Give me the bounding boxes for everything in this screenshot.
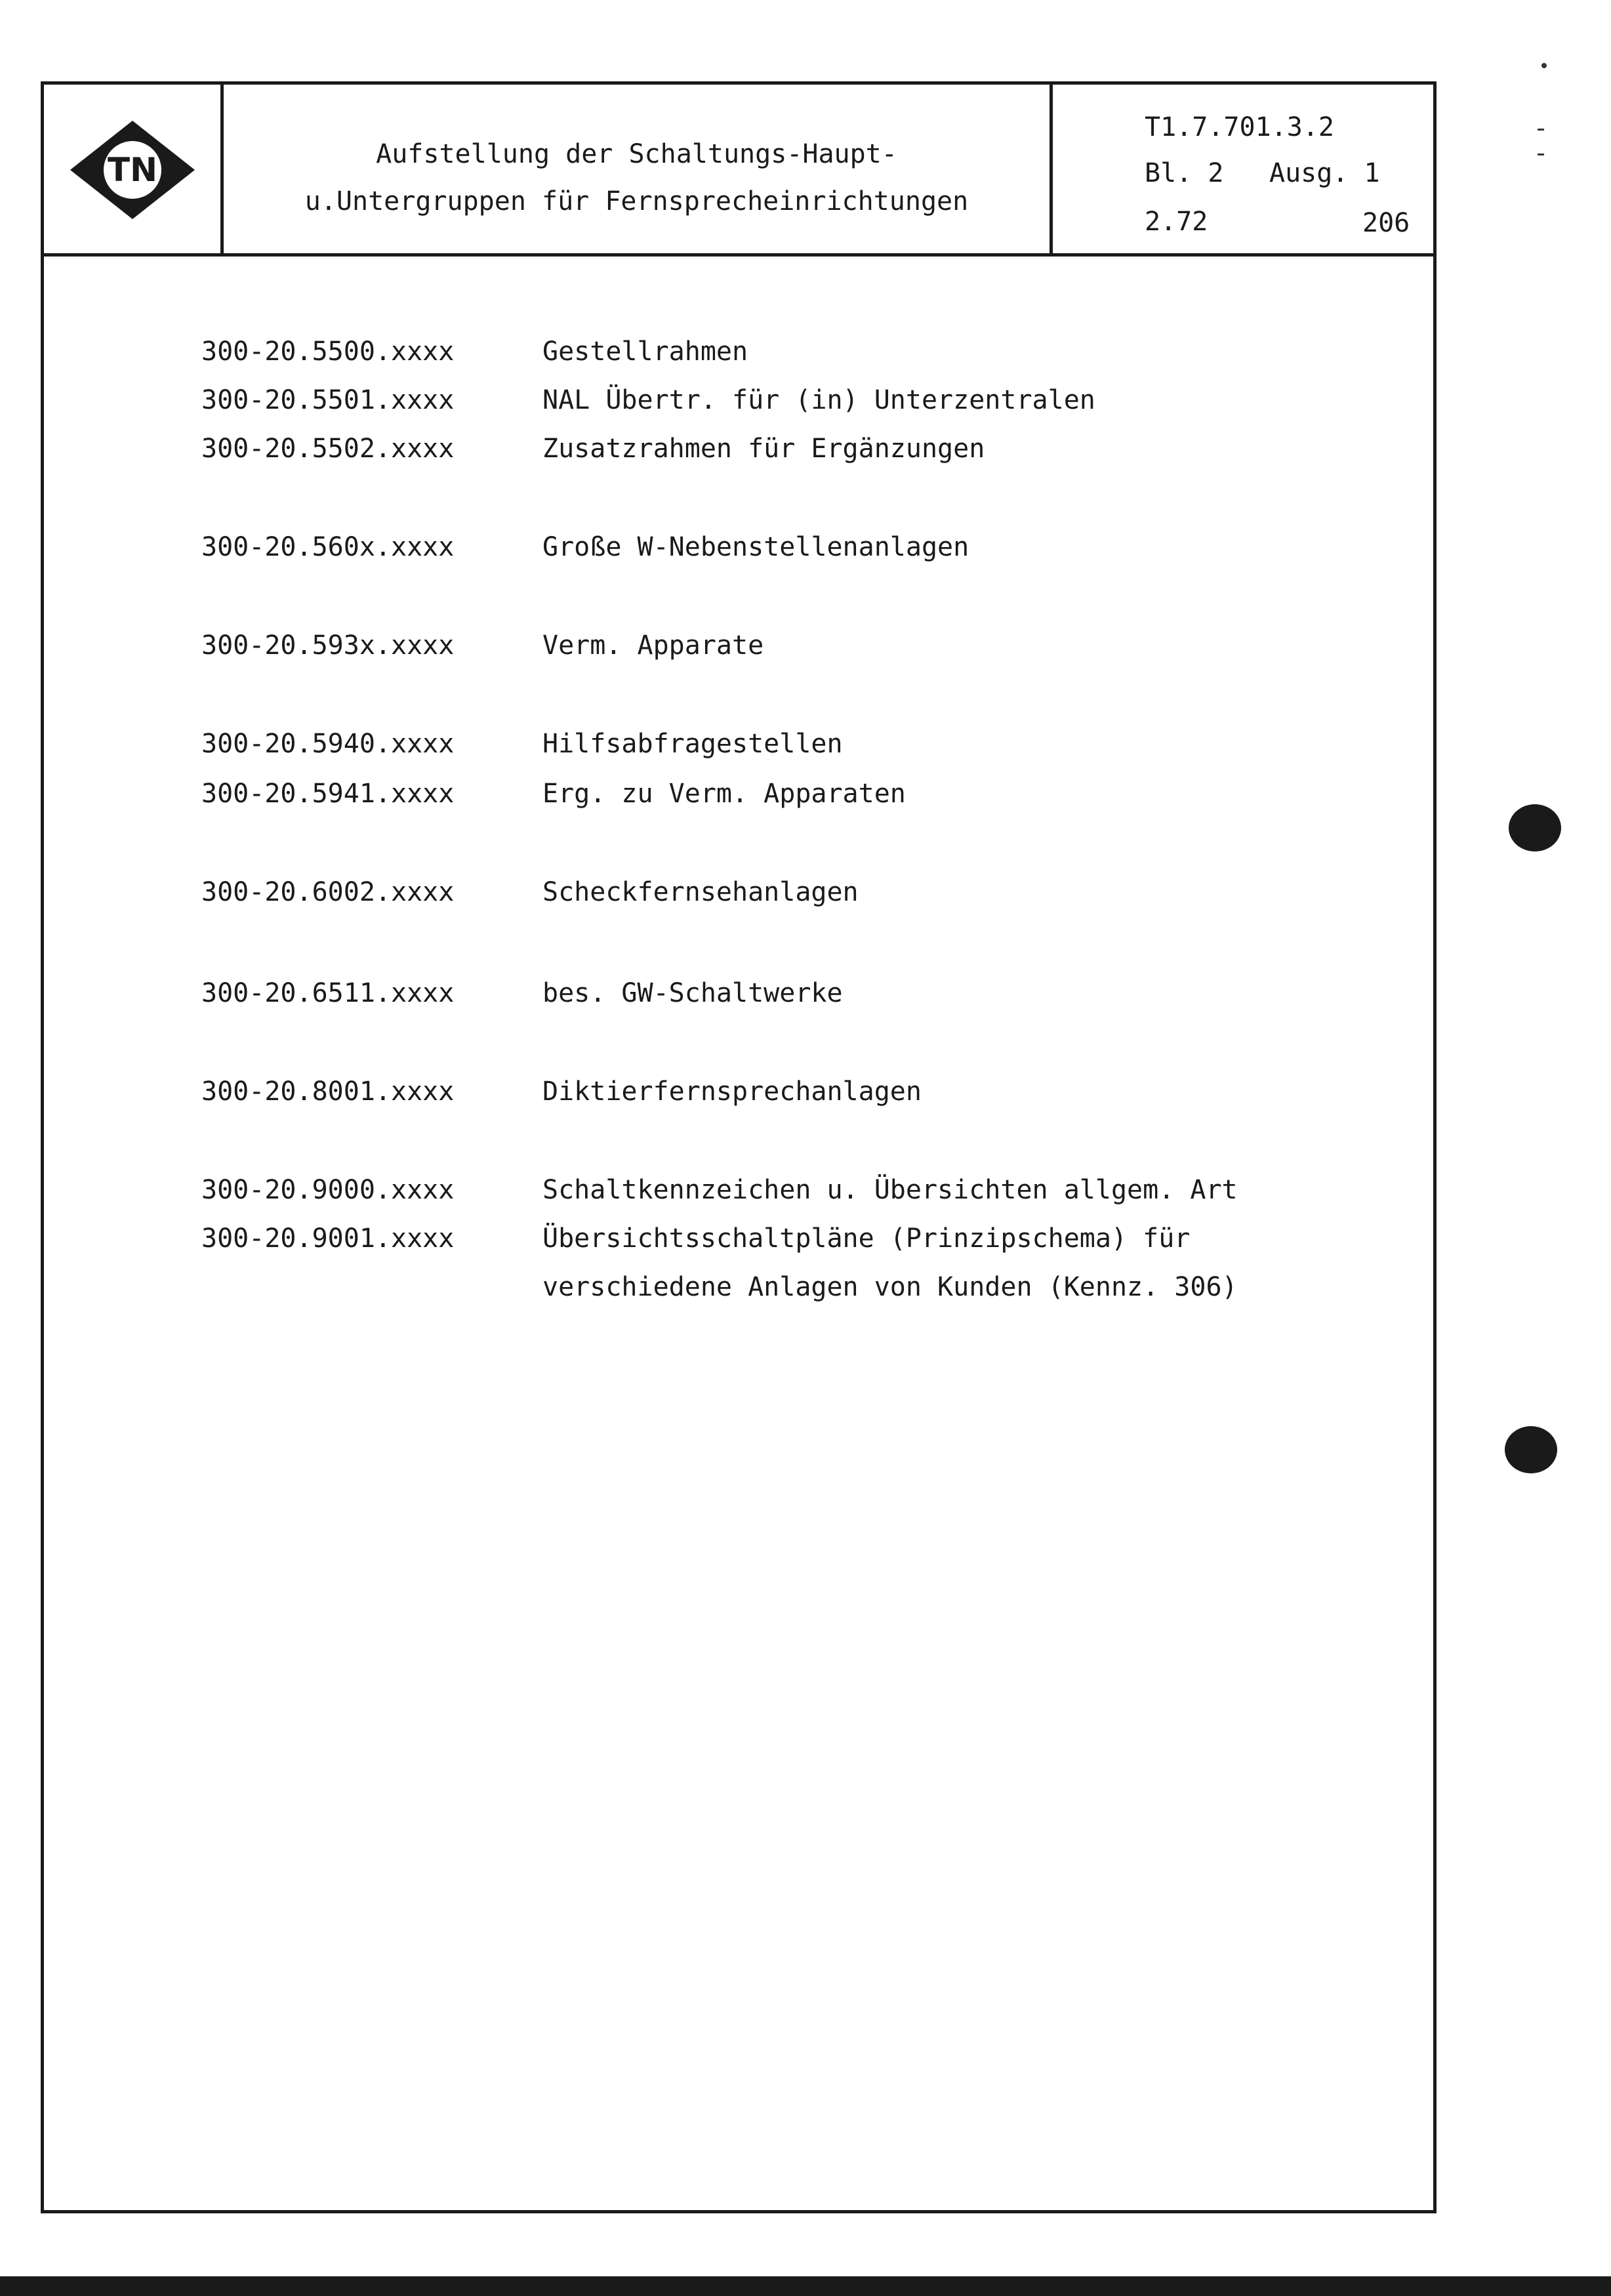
group-description: Erg. zu Verm. Apparaten xyxy=(542,779,906,809)
group-code: 300-20.593x.xxxx xyxy=(201,630,455,661)
group-code: 300-20.9000.xxxx xyxy=(201,1175,455,1205)
group-description: Übersichtsschaltpläne (Prinzipschema) für xyxy=(542,1223,1191,1254)
scan-speck xyxy=(1541,63,1547,68)
group-description: Verm. Apparate xyxy=(542,630,764,661)
scan-dash xyxy=(1538,154,1544,155)
logo-cell xyxy=(44,85,224,253)
title-block xyxy=(44,85,1433,256)
scan-edge-bar xyxy=(0,2276,1611,2296)
scan-dash xyxy=(1538,129,1544,131)
group-code: 300-20.5501.xxxx xyxy=(201,385,455,415)
group-description: NAL Übertr. für (in) Unterzentralen xyxy=(542,385,1095,415)
group-code: 300-20.560x.xxxx xyxy=(201,532,455,562)
group-code: 300-20.9001.xxxx xyxy=(201,1223,455,1254)
group-description: Schaltkennzeichen u. Übersichten allgem. Art xyxy=(542,1175,1238,1205)
group-description: Gestellrahmen xyxy=(542,337,748,367)
title-cell xyxy=(224,85,1053,253)
punch-hole-lower xyxy=(1505,1426,1557,1473)
group-code: 300-20.5500.xxxx xyxy=(201,337,455,367)
group-description: Zusatzrahmen für Ergänzungen xyxy=(542,434,985,464)
group-code: 300-20.6511.xxxx xyxy=(201,978,455,1008)
group-code: 300-20.8001.xxxx xyxy=(201,1076,455,1107)
punch-hole-upper xyxy=(1509,804,1561,851)
company-logo xyxy=(70,121,195,219)
group-code: 300-20.5940.xxxx xyxy=(201,729,455,759)
edition-number: Ausg. 1 xyxy=(1269,158,1380,188)
group-description: verschiedene Anlagen von Kunden (Kennz. 306) xyxy=(542,1272,1238,1302)
group-description: Diktierfernsprechanlagen xyxy=(542,1076,922,1107)
group-description: Große W-Nebenstellenanlagen xyxy=(542,532,969,562)
logo-text: TN xyxy=(108,151,157,189)
issue-date: 2.72 xyxy=(1145,207,1208,237)
group-description: Scheckfernsehanlagen xyxy=(542,877,859,907)
group-description: Hilfsabfragestellen xyxy=(542,729,843,759)
document-number: T1.7.701.3.2 xyxy=(1145,112,1334,142)
group-description: bes. GW-Schaltwerke xyxy=(542,978,843,1008)
document-info-cell xyxy=(1053,85,1433,253)
page-code: 206 xyxy=(1362,208,1410,238)
document-sheet xyxy=(41,81,1437,2213)
title-line-1: Aufstellung der Schaltungs-Haupt- xyxy=(376,139,897,169)
title-line-2: u.Untergruppen für Fernsprecheinrichtungen xyxy=(304,186,969,216)
group-code: 300-20.5502.xxxx xyxy=(201,434,455,464)
sheet-number: Bl. 2 xyxy=(1145,158,1224,188)
group-code: 300-20.5941.xxxx xyxy=(201,779,455,809)
group-code: 300-20.6002.xxxx xyxy=(201,877,455,907)
